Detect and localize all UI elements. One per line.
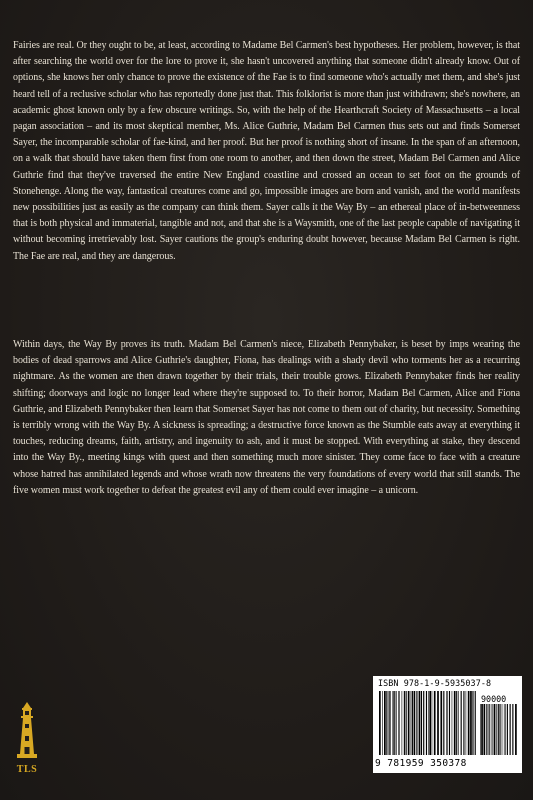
publisher-name: TLS (16, 764, 38, 775)
synopsis-paragraph-1: Fairies are real. Or they ought to be, at least, according to Madame Bel Carmen's best hypotheses. Her problem, however, is that after searching the world over for the lore to prove it, she hasn't uncovered anything that someone didn't already know. Out of options, she knows her only chance to prove the existence of the Fae is to find someone who's actually met them, and she's just heard tell of a reclusive scholar who has reportedly done just that. This folklorist is more than just withdrawn; she's nowhere, an academic ghost known only by a few obscure writings. So, with the help of the Hearthcraft Society of Massachusetts – a local pagan association – and its most skeptical member, Ms. Alice Guthrie, Madam Bel Carmen thus sets out and finds Somerset Sayer, the incomparable scholar of fae-kind, and her proof. But her proof is nothing short of insane. In the span of an afternoon, on a walk that should have taken them first from one room to another, and then down the street, Madam Bel Carmen and Alice Guthrie find that they've traversed the entire New England coastline and crossed an ocean to set foot on the grounds of Stonehenge. Along the way, fantastical creatures come and go, impossible images are born and vanish, and the world manifests new possibilities just as easily as the company can think them. Sayer calls it the Way By – an ethereal place of in-betweenness that is both physical and immaterial, tangible and not, and that she is a Waysmith, one of the last people capable of navigating it without becoming irretrievably lost. Sayer cautions the group's enduring doubt however, because Madam Bel Carmen is right. The Fae are real, and they are dangerous. (13, 40, 520, 262)
isbn-label: ISBN 978-1-9-5935037-8 (378, 678, 492, 688)
price-code: 90000 (481, 694, 507, 704)
isbn-barcode (373, 676, 522, 773)
barcode-bars (379, 691, 476, 755)
barcode-addon-bars (480, 704, 518, 755)
lighthouse-icon (14, 700, 40, 774)
synopsis-paragraph-2: Within days, the Way By proves its truth. Madam Bel Carmen's niece, Elizabeth Pennybaker, is beset by imps wearing the bodies of dead sparrows and Alice Guthrie's daughter, Fiona, has dealings with a shady devil who torments her as a recurring nightmare. As the women are then drawn together by their trials, their trouble grows. Elizabeth Pennybaker finds her reality shifting; doorways and logic no longer lead where they're supposed to. To their horror, Madam Bel Carmen, Alice and Fiona Guthrie, and Elizabeth Pennybaker then learn that Somerset Sayer has not come to them out of charity, but necessity. Something is terribly wrong with the Way By. A sickness is spreading; a destructive force known as the Stumble eats away at everything it touches, reducing dreams, faith, artistry, and ingenuity to ash, and it must be stopped. With everything at stake, they descend into the Way By., meeting kings with quest and then something much more sinister. They come face to face with a creature whose hatred has annihilated legends and whose wrath now threatens the very foundations of every world that still stands. The five women must work together to defeat the greatest evil any of them could ever imagine – a unicorn. (13, 339, 520, 496)
barcode-digits: 9 781959 350378 (375, 758, 467, 769)
